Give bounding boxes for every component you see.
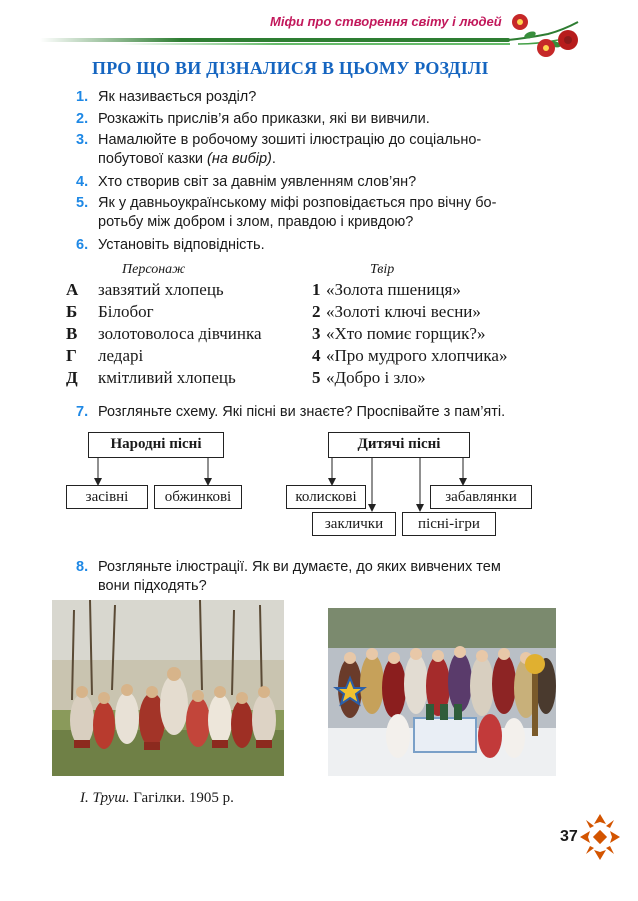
question-number: 3. <box>76 132 89 148</box>
question-number: 6. <box>76 237 89 253</box>
row-work: «Добро і зло» <box>326 368 426 387</box>
question-text: Як називається розділ? <box>98 89 257 105</box>
row-letter: Д <box>66 368 78 387</box>
question-text: Хто створив світ за давнім уявленням слов’ян? <box>98 174 417 190</box>
row-work: «Хто помиє горщик?» <box>326 324 486 343</box>
row-character: кмітливий хлопець <box>98 368 236 387</box>
row-number: 1 <box>312 280 321 299</box>
row-letter: А <box>66 280 79 299</box>
folk-songs-box: Народні пісні <box>88 432 224 458</box>
question-text: Установіть відповідність. <box>98 237 265 253</box>
scheme-item-obzhynkovi: обжинкові <box>154 485 242 509</box>
caption-author: І. Труш. <box>80 790 130 806</box>
matching-header-character: Персонаж <box>122 262 186 277</box>
question-text: Розкажіть прислів’я або приказки, які ви вивчили. <box>98 111 430 127</box>
corner-ornament-icon <box>578 812 622 862</box>
row-character: золотоволоса дівчинка <box>98 324 262 343</box>
question-number: 7. <box>76 404 89 420</box>
row-number: 3 <box>312 324 321 343</box>
question-number: 4. <box>76 174 89 190</box>
caption-title: Гагілки. 1905 р. <box>133 790 234 806</box>
row-number: 4 <box>312 346 321 365</box>
row-number: 2 <box>312 302 321 321</box>
question-text: Розгляньте ілюстрації. Як ви думаєте, до яких вивчених тем <box>98 559 501 575</box>
scheme-item-zabavlyanky: забавлянки <box>430 485 532 509</box>
page-number: 37 <box>560 828 578 845</box>
scheme-item-zaklychky: заклички <box>312 512 396 536</box>
painting-caption <box>80 790 234 807</box>
row-character: Білобог <box>98 302 154 321</box>
row-work: «Золота пшениця» <box>326 280 461 299</box>
scheme-item-zasivni: засівні <box>66 485 148 509</box>
question-text-cont: вони підходять? <box>98 578 207 594</box>
question-number: 1. <box>76 89 89 105</box>
chapter-title: Міфи про створення світу і людей <box>270 14 502 29</box>
question-end: . <box>271 151 276 167</box>
row-number: 5 <box>312 368 321 387</box>
matching-header-work: Твір <box>370 262 395 277</box>
question-text-cont: побутової казки <box>98 151 204 167</box>
question-text: Розгляньте схему. Які пісні ви знаєте? Проспівайте з пам’яті. <box>98 404 506 420</box>
row-letter: Г <box>66 346 77 365</box>
question-number: 5. <box>76 195 89 211</box>
kids-songs-box: Дитячі пісні <box>328 432 470 458</box>
carolers-photo-image <box>328 608 556 776</box>
painting-haihilky-image <box>52 600 284 776</box>
row-letter: В <box>66 324 78 343</box>
row-letter: Б <box>66 302 78 321</box>
scheme-item-pisni-ihry: пісні-ігри <box>402 512 496 536</box>
question-number: 2. <box>76 111 89 127</box>
row-character: ледарі <box>98 346 144 365</box>
question-text: Як у давньоукраїнському міфі розповідається про вічну бо- <box>98 195 497 211</box>
section-title: ПРО ЩО ВИ ДІЗНАЛИСЯ В ЦЬОМУ РОЗДІЛІ <box>92 58 489 78</box>
row-character: завзятий хлопець <box>98 280 224 299</box>
question-8 <box>76 558 566 596</box>
question-note: (на вибір) <box>207 151 272 167</box>
scheme-item-kolyskovi: колискові <box>286 485 366 509</box>
row-work: «Золоті ключі весни» <box>326 302 481 321</box>
question-number: 8. <box>76 559 89 575</box>
row-work: «Про мудрого хлопчика» <box>326 346 508 365</box>
question-text-cont: ротьбу між добром і злом, правдою і кривдою? <box>98 214 414 230</box>
question-text: Намалюйте в робочому зошиті ілюстрацію до соціально- <box>98 132 482 148</box>
